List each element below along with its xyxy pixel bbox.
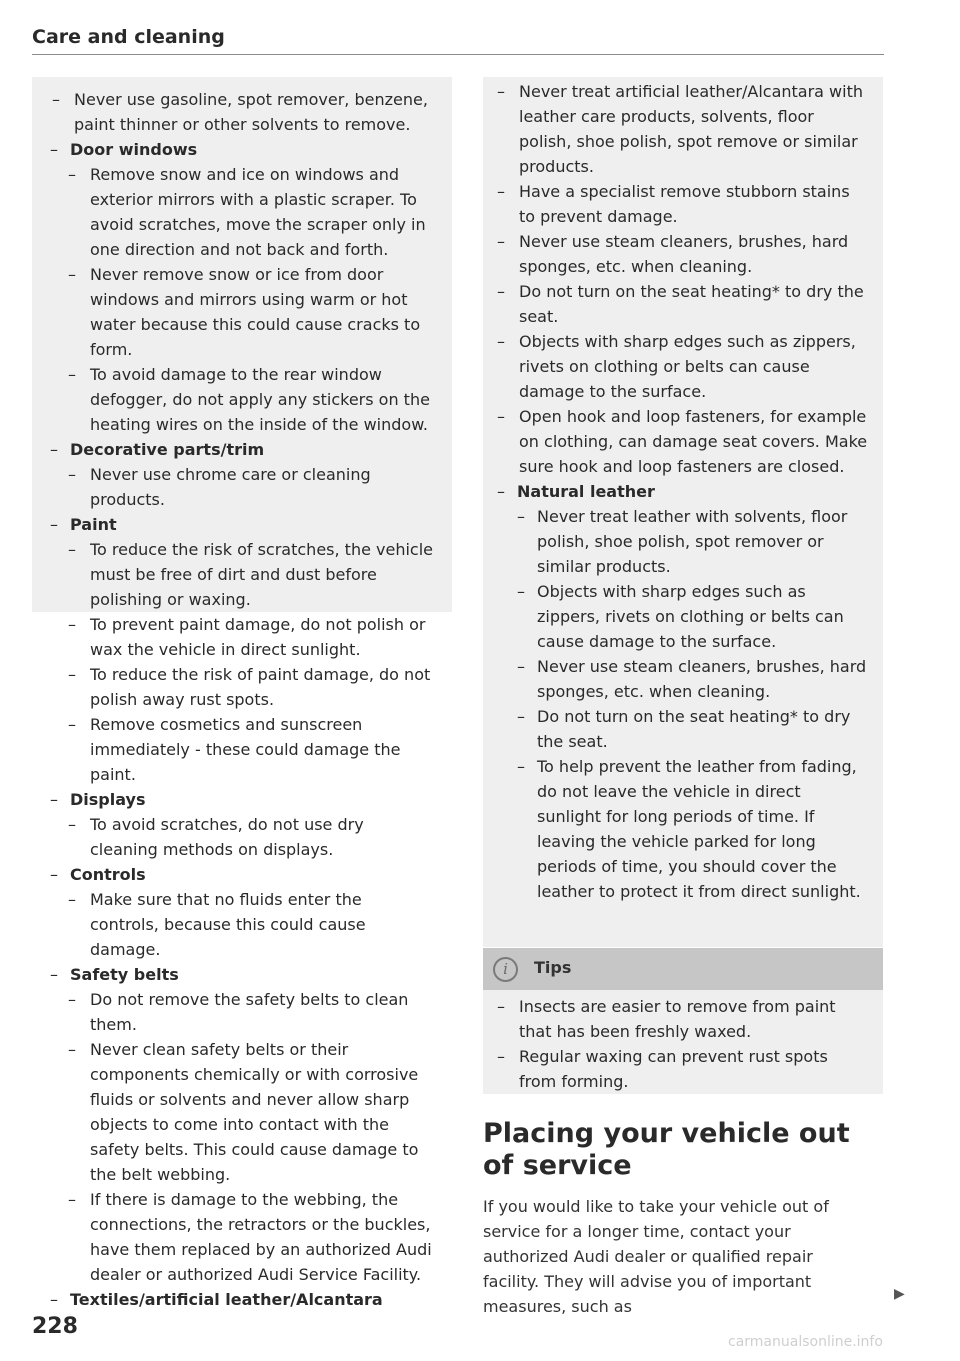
list-item: – Do not turn on the seat heating* to dry the seat. <box>497 279 869 329</box>
list-item: – To avoid damage to the rear window defogger, do not apply any stickers on the heating wires on the inside of the window. <box>68 362 434 437</box>
section-textiles <box>50 1287 434 1312</box>
sub-list <box>68 162 434 437</box>
section-heading: Paint <box>70 515 117 534</box>
section-natural-leather <box>497 479 869 904</box>
list-item: – Never remove snow or ice from door windows and mirrors using warm or hot water because this could cause cracks to form. <box>68 262 434 362</box>
list-item: – Do not turn on the seat heating* to dry the seat. <box>517 704 869 754</box>
section-heading: Natural leather <box>517 482 655 501</box>
sub-list <box>517 504 869 904</box>
list-item: – Never use gasoline, spot remover, benzene, paint thinner or other solvents to remove. <box>52 87 434 137</box>
list-item: – To reduce the risk of scratches, the vehicle must be free of dirt and dust before polishing or waxing. <box>68 537 434 612</box>
list-item: – Objects with sharp edges such as zippers, rivets on clothing or belts can cause damage to the surface. <box>497 329 869 404</box>
tips-list <box>497 994 869 1094</box>
list-item: – Never use steam cleaners, brushes, hard sponges, etc. when cleaning. <box>517 654 869 704</box>
list-item: – Never clean safety belts or their components chemically or with corrosive fluids or solvents and never allow sharp objects to come into contact with the safety belts. This could cause damage to the belt webbing. <box>68 1037 434 1187</box>
list-item: – Insects are easier to remove from paint that has been freshly waxed. <box>497 994 869 1044</box>
section-heading: Displays <box>70 790 146 809</box>
right-column <box>483 77 883 947</box>
alcantara-list <box>497 79 869 479</box>
section-heading: Door windows <box>70 140 198 159</box>
section-heading: Controls <box>70 865 146 884</box>
left-column <box>32 77 452 1309</box>
section-controls <box>50 862 434 962</box>
section-heading: Safety belts <box>70 965 179 984</box>
page-header <box>32 24 884 55</box>
sub-list <box>68 987 434 1287</box>
list-item: – Have a specialist remove stubborn stains to prevent damage. <box>497 179 869 229</box>
tips-label: Tips <box>534 958 572 977</box>
intro-list <box>52 87 434 137</box>
list-item: – Never use chrome care or cleaning products. <box>68 462 434 512</box>
info-icon: i <box>493 957 518 982</box>
list-item: – Do not remove the safety belts to clean them. <box>68 987 434 1037</box>
list-item: – To reduce the risk of paint damage, do not polish away rust spots. <box>68 662 434 712</box>
header-title: Care and cleaning <box>32 26 225 48</box>
list-item: – Never treat artificial leather/Alcantara with leather care products, solvents, floor polish, shoe polish, spot remove or similar products. <box>497 79 869 179</box>
section-heading: Decorative parts/trim <box>70 440 265 459</box>
section-decorative-parts <box>50 437 434 512</box>
list-item: – Remove cosmetics and sunscreen immediately - these could damage the paint. <box>68 712 434 787</box>
section-heading: Textiles/artificial leather/Alcantara <box>70 1290 383 1309</box>
list-item: – Remove snow and ice on windows and exterior mirrors with a plastic scraper. To avoid scratches, move the scraper only in one direction and not back and forth. <box>68 162 434 262</box>
list-item: – To prevent paint damage, do not polish or wax the vehicle in direct sunlight. <box>68 612 434 662</box>
section-paint <box>50 512 434 787</box>
list-item: – To help prevent the leather from fading, do not leave the vehicle in direct sunlight for long periods of time. If leaving the vehicle parked for long periods of time, you should cover the leather to protect it from direct sunlight. <box>517 754 869 904</box>
section-safety-belts <box>50 962 434 1287</box>
list-item: – Open hook and loop fasteners, for example on clothing, can damage seat covers. Make sure hook and loop fasteners are closed. <box>497 404 869 479</box>
section-door-windows <box>50 137 434 437</box>
list-item: – Regular waxing can prevent rust spots from forming. <box>497 1044 869 1094</box>
tips-header <box>483 948 883 990</box>
list-item: – Make sure that no fluids enter the controls, because this could cause damage. <box>68 887 434 962</box>
section-displays <box>50 787 434 862</box>
page-number: 228 <box>32 1314 78 1339</box>
leather-section <box>497 479 869 904</box>
list-item: – If there is damage to the webbing, the connections, the retractors or the buckles, have them replaced by an authorized Audi dealer or authorized Audi Service Facility. <box>68 1187 434 1287</box>
sub-list <box>68 887 434 962</box>
watermark: carmanualsonline.info <box>728 1334 883 1350</box>
list-item: – Objects with sharp edges such as zippers, rivets on clothing or belts can cause damage to the surface. <box>517 579 869 654</box>
section-title: Placing your vehicle out of service <box>483 1118 850 1181</box>
sub-list <box>68 462 434 512</box>
list-item: – Never use steam cleaners, brushes, hard sponges, etc. when cleaning. <box>497 229 869 279</box>
list-item: – Never treat leather with solvents, floor polish, shoe polish, spot remover or similar products. <box>517 504 869 579</box>
continue-arrow-icon: ▶ <box>894 1286 905 1302</box>
sub-list <box>68 812 434 862</box>
sub-list <box>68 537 434 787</box>
list-item: – To avoid scratches, do not use dry cleaning methods on displays. <box>68 812 434 862</box>
section-list <box>50 137 434 1312</box>
section-body: If you would like to take your vehicle out of service for a longer time, contact your authorized Audi dealer or qualified repair facility. They will advise you of important measures, such as <box>483 1197 829 1316</box>
tips-body <box>483 990 883 1094</box>
